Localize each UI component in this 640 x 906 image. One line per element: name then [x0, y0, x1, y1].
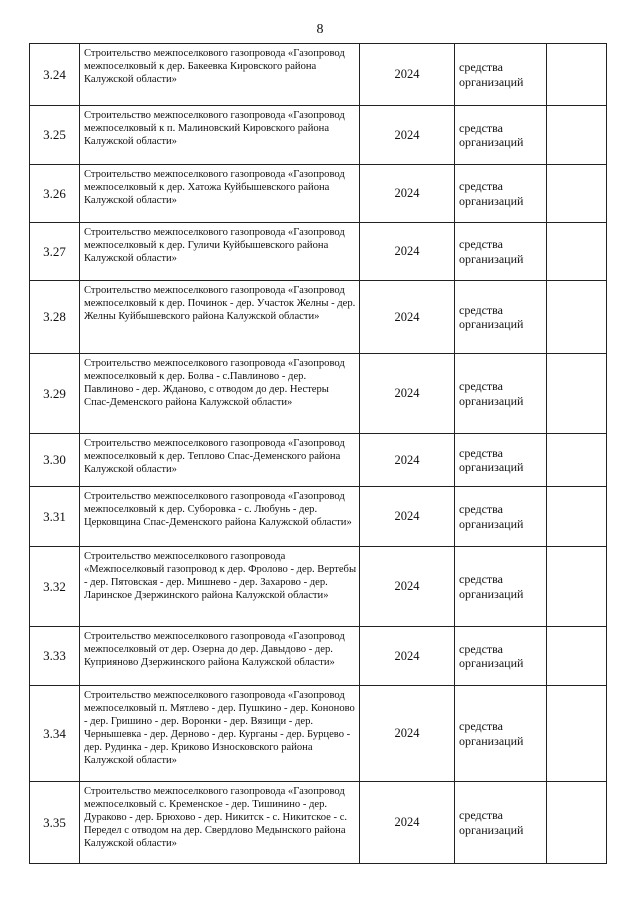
page-number: 8: [316, 22, 324, 37]
funding-source: средства организаций: [455, 627, 547, 686]
funding-source: средства организаций: [455, 434, 547, 487]
item-number: 3.35: [30, 782, 80, 864]
construction-plan-table: [29, 43, 607, 864]
year-cell: 2024: [360, 686, 455, 782]
table-row: [30, 165, 607, 223]
year-cell: 2024: [360, 547, 455, 627]
table-row: [30, 223, 607, 281]
item-number: 3.32: [30, 547, 80, 627]
table-row: [30, 686, 607, 782]
year-cell: 2024: [360, 782, 455, 864]
item-number: 3.34: [30, 686, 80, 782]
project-name: Строительство межпоселкового газопровода «Газопровод межпоселковый к дер. Гуличи Куйбышевского района Калужской области»: [80, 223, 360, 281]
year-cell: 2024: [360, 281, 455, 354]
empty-cell: [547, 782, 607, 864]
project-name: Строительство межпоселкового газопровода «Газопровод межпоселковый с. Кременское - дер. Тишинино - дер. Дураково - дер. Брюхово - дер. Никитск - с. Никитское - с. Передел с отводом на дер. Свердлово Медынского района Калужской области»: [80, 782, 360, 864]
table-row: [30, 106, 607, 165]
project-name: Строительство межпоселкового газопровода «Газопровод межпоселковый к дер. Хатожа Куйбышевского района Калужской области»: [80, 165, 360, 223]
project-name: Строительство межпоселкового газопровода «Межпоселковый газопровод к дер. Фролово - дер. Вертебы - дер. Пятовская - дер. Мишнево - дер. Захарово - дер. Ларинское Дзержинского района Калужской области»: [80, 547, 360, 627]
project-name: Строительство межпоселкового газопровода «Газопровод межпоселковый п. Мятлево - дер. Пушкино - дер. Кононово - дер. Гришино - дер. Воронки - дер. Вязищи - дер. Чернышевка - дер. Дерново - дер. Курганы - дер. Бурцево - дер. Рудинка - дер. Криково Износковского района Калужской области»: [80, 686, 360, 782]
funding-source: средства организаций: [455, 686, 547, 782]
empty-cell: [547, 106, 607, 165]
empty-cell: [547, 547, 607, 627]
empty-cell: [547, 44, 607, 106]
year-cell: 2024: [360, 487, 455, 547]
funding-source: средства организаций: [455, 354, 547, 434]
table-row: [30, 487, 607, 547]
funding-source: средства организаций: [455, 44, 547, 106]
year-cell: 2024: [360, 354, 455, 434]
year-cell: 2024: [360, 106, 455, 165]
item-number: 3.24: [30, 44, 80, 106]
table-row: [30, 281, 607, 354]
table-row: [30, 434, 607, 487]
item-number: 3.30: [30, 434, 80, 487]
table-row: [30, 782, 607, 864]
item-number: 3.26: [30, 165, 80, 223]
project-name: Строительство межпоселкового газопровода «Газопровод межпоселковый к п. Малиновский Кировского района Калужской области»: [80, 106, 360, 165]
empty-cell: [547, 627, 607, 686]
project-name: Строительство межпоселкового газопровода «Газопровод межпоселковый к дер. Теплово Спас-Деменского района Калужской области»: [80, 434, 360, 487]
empty-cell: [547, 487, 607, 547]
year-cell: 2024: [360, 223, 455, 281]
year-cell: 2024: [360, 434, 455, 487]
item-number: 3.31: [30, 487, 80, 547]
project-name: Строительство межпоселкового газопровода «Газопровод межпоселковый к дер. Суборовка - с. Любунь - дер. Церковщина Спас-Деменского района Калужской области»: [80, 487, 360, 547]
item-number: 3.25: [30, 106, 80, 165]
empty-cell: [547, 165, 607, 223]
funding-source: средства организаций: [455, 106, 547, 165]
item-number: 3.27: [30, 223, 80, 281]
project-name: Строительство межпоселкового газопровода «Газопровод межпоселковый от дер. Озерна до дер. Давыдово - дер. Куприяново Дзержинского района Калужской области»: [80, 627, 360, 686]
empty-cell: [547, 434, 607, 487]
table-row: [30, 547, 607, 627]
project-name: Строительство межпоселкового газопровода «Газопровод межпоселковый к дер. Бакеевка Кировского района Калужской области»: [80, 44, 360, 106]
empty-cell: [547, 686, 607, 782]
funding-source: средства организаций: [455, 223, 547, 281]
item-number: 3.29: [30, 354, 80, 434]
item-number: 3.28: [30, 281, 80, 354]
table-row: [30, 627, 607, 686]
funding-source: средства организаций: [455, 782, 547, 864]
funding-source: средства организаций: [455, 281, 547, 354]
empty-cell: [547, 223, 607, 281]
year-cell: 2024: [360, 627, 455, 686]
funding-source: средства организаций: [455, 165, 547, 223]
empty-cell: [547, 281, 607, 354]
table-row: [30, 44, 607, 106]
item-number: 3.33: [30, 627, 80, 686]
project-name: Строительство межпоселкового газопровода «Газопровод межпоселковый к дер. Починок - дер. Участок Желны - дер. Желны Куйбышевского района Калужской области»: [80, 281, 360, 354]
empty-cell: [547, 354, 607, 434]
funding-source: средства организаций: [455, 547, 547, 627]
year-cell: 2024: [360, 44, 455, 106]
project-name: Строительство межпоселкового газопровода «Газопровод межпоселковый к дер. Болва - с.Павлиново - дер. Павлиново - дер. Жданово, с отводом до дер. Нестеры Спас-Деменского района Калужской области»: [80, 354, 360, 434]
table-row: [30, 354, 607, 434]
funding-source: средства организаций: [455, 487, 547, 547]
year-cell: 2024: [360, 165, 455, 223]
